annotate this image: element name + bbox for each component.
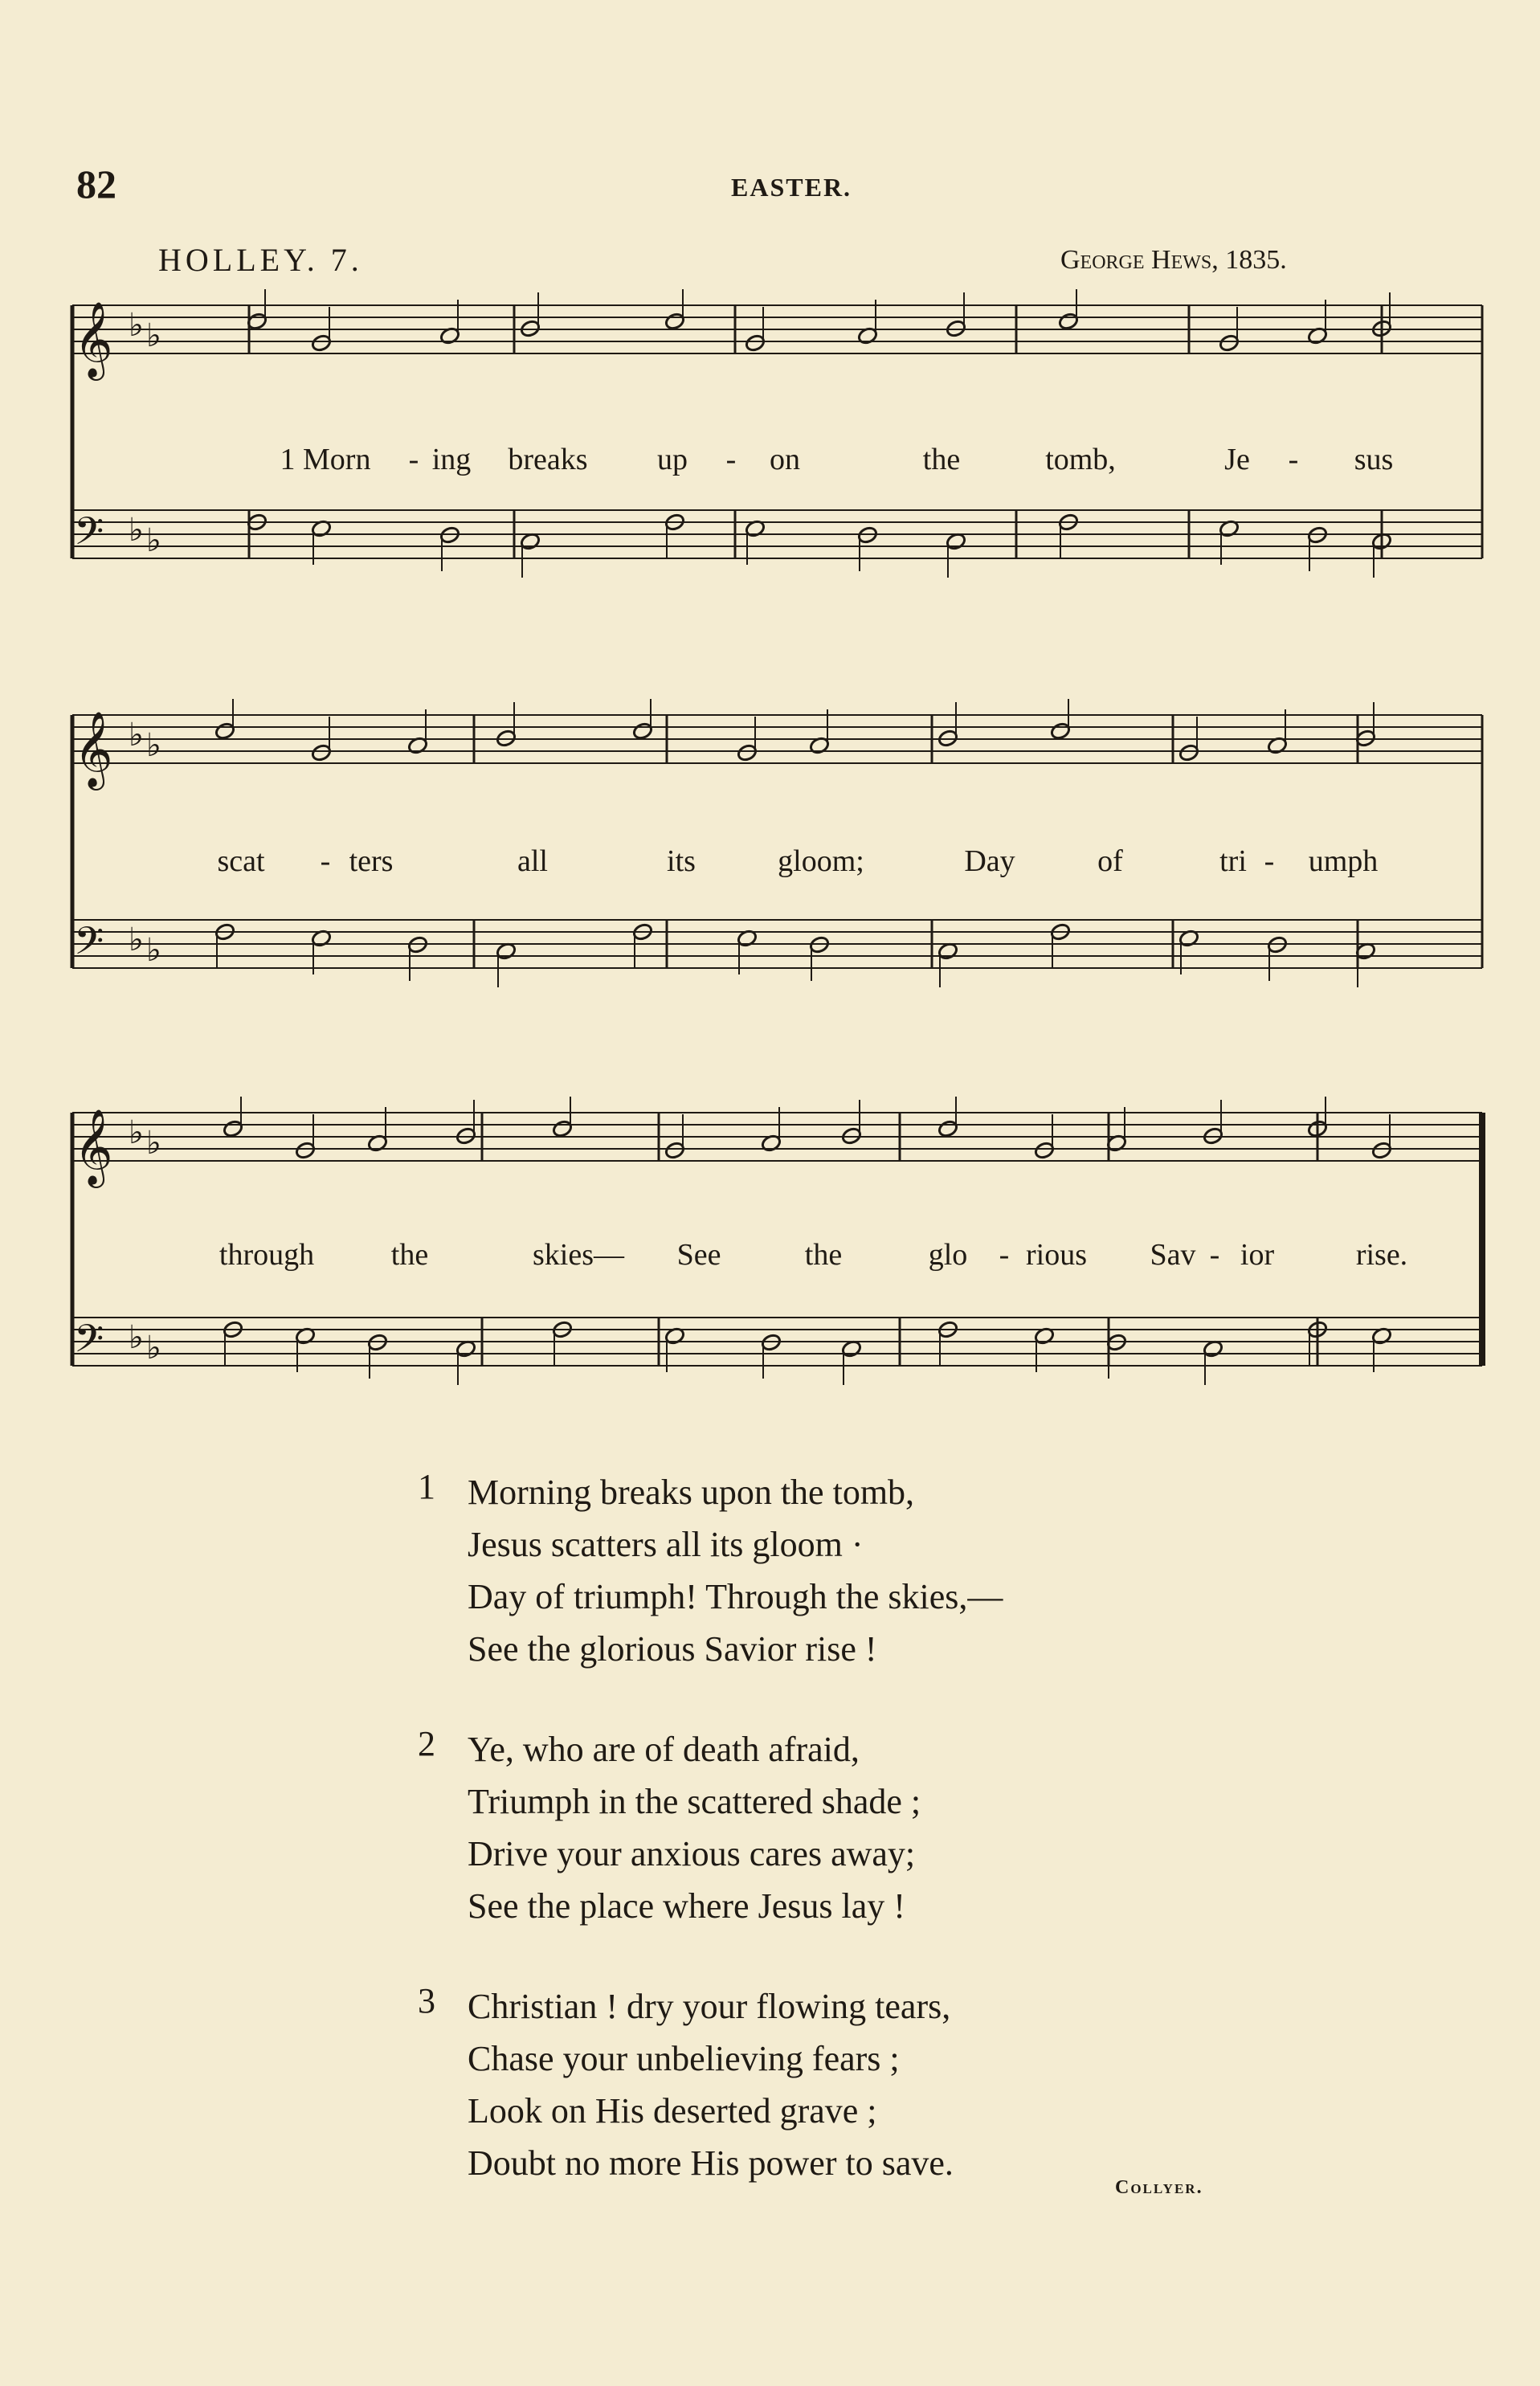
lyric-syllable: glo <box>928 1238 968 1272</box>
lyric-syllable: the <box>804 1238 843 1272</box>
lyric-syllable: rious <box>1026 1238 1087 1272</box>
lyric-syllable: its <box>667 844 696 878</box>
verse-number: 3 <box>418 1981 435 2020</box>
flat-icon: ♭ <box>129 1114 144 1151</box>
lyric-syllable: gloom; <box>778 844 864 878</box>
bass-clef-icon: 𝄢 <box>74 509 104 563</box>
lyric-row-3 <box>64 1237 1494 1274</box>
section-title: EASTER. <box>731 173 852 202</box>
verse-line: Chase your unbelieving fears ; <box>468 2039 900 2078</box>
lyric-row-1 <box>64 442 1494 479</box>
verse-1 <box>418 1466 1003 1675</box>
verse-line: Morning breaks upon the tomb, <box>468 1473 915 1512</box>
lyric-syllable: skies— <box>533 1238 624 1272</box>
verse-line: Look on His deserted grave ; <box>468 2091 877 2131</box>
treble-clef-icon: 𝄞 <box>74 1109 113 1185</box>
flat-icon: ♭ <box>146 317 161 354</box>
lyric-syllable: ior <box>1240 1238 1275 1272</box>
lyric-syllable: See <box>676 1238 721 1272</box>
lyric-syllable: - <box>725 443 737 476</box>
treble-clef-icon: 𝄞 <box>74 301 113 378</box>
flat-icon: ♭ <box>129 717 144 754</box>
lyric-syllable: - <box>1264 844 1275 878</box>
lyric-syllable: - <box>408 443 419 476</box>
lyric-syllable: sus <box>1354 443 1394 476</box>
lyric-syllable: umph <box>1308 844 1379 878</box>
lyric-syllable: 1 Morn <box>280 443 371 476</box>
verse-line: Ye, who are of death afraid, <box>468 1730 860 1769</box>
tune-name: HOLLEY. 7. <box>158 242 363 278</box>
lyric-syllable: of <box>1097 844 1123 878</box>
flat-icon: ♭ <box>146 932 161 969</box>
lyric-syllable: the <box>922 443 961 476</box>
verse-line: See the glorious Savior rise ! <box>468 1629 877 1669</box>
verse-2 <box>418 1723 1003 1932</box>
page-number: 82 <box>76 161 116 206</box>
music-system-2 <box>64 699 1494 1036</box>
bass-clef-icon: 𝄢 <box>74 1316 104 1371</box>
lyric-syllable: ing <box>431 443 472 476</box>
verse-number: 2 <box>418 1724 435 1763</box>
lyric-syllable: Sav <box>1150 1238 1196 1272</box>
lyric-syllable: rise. <box>1355 1238 1408 1272</box>
flat-icon: ♭ <box>146 1125 161 1162</box>
verse-line: See the place where Jesus lay ! <box>468 1886 905 1926</box>
lyric-syllable: - <box>320 844 331 878</box>
verse-line: Doubt no more His power to save. <box>468 2143 954 2183</box>
flat-icon: ♭ <box>146 727 161 764</box>
lyric-syllable: ters <box>349 844 394 878</box>
verse-line: Triumph in the scattered shade ; <box>468 1782 921 1821</box>
lyric-syllable: tri <box>1219 844 1247 878</box>
composer-credit: George Hews, 1835. <box>1060 245 1287 275</box>
lyric-syllable: - <box>999 1238 1010 1272</box>
lyric-syllable: - <box>1209 1238 1220 1272</box>
treble-clef-icon: 𝄞 <box>74 711 113 787</box>
lyric-syllable: - <box>1288 443 1299 476</box>
music-system-3 <box>64 1097 1494 1434</box>
lyric-syllable: breaks <box>508 443 588 476</box>
music-system-1 <box>64 289 1494 627</box>
flat-icon: ♭ <box>129 307 144 344</box>
flat-icon: ♭ <box>146 522 161 559</box>
verse-3 <box>418 1980 1003 2189</box>
verse-line: Day of triumph! Through the skies,— <box>468 1577 1003 1616</box>
flat-icon: ♭ <box>146 1330 161 1367</box>
lyric-syllable: Day <box>964 844 1015 878</box>
lyric-syllable: up <box>657 443 688 476</box>
lyric-syllable: the <box>390 1238 429 1272</box>
verse-line: Jesus scatters all its gloom · <box>468 1525 864 1564</box>
lyric-syllable: all <box>517 844 548 878</box>
flat-icon: ♭ <box>129 1319 144 1356</box>
lyric-syllable: Je <box>1224 443 1250 476</box>
verse-number: 1 <box>418 1467 435 1506</box>
author-credit: Collyer. <box>1115 2177 1203 2198</box>
lyric-syllable: scat <box>217 844 265 878</box>
lyric-syllable: on <box>770 443 800 476</box>
lyric-syllable: tomb, <box>1045 443 1116 476</box>
hymn-verses <box>418 1466 1003 2237</box>
flat-icon: ♭ <box>129 512 144 549</box>
flat-icon: ♭ <box>129 921 144 958</box>
verse-line: Christian ! dry your flowing tears, <box>468 1987 951 2026</box>
lyric-row-2 <box>64 844 1494 880</box>
verse-line: Drive your anxious cares away; <box>468 1834 916 1873</box>
lyric-syllable: through <box>219 1238 315 1272</box>
bass-clef-icon: 𝄢 <box>74 918 104 973</box>
